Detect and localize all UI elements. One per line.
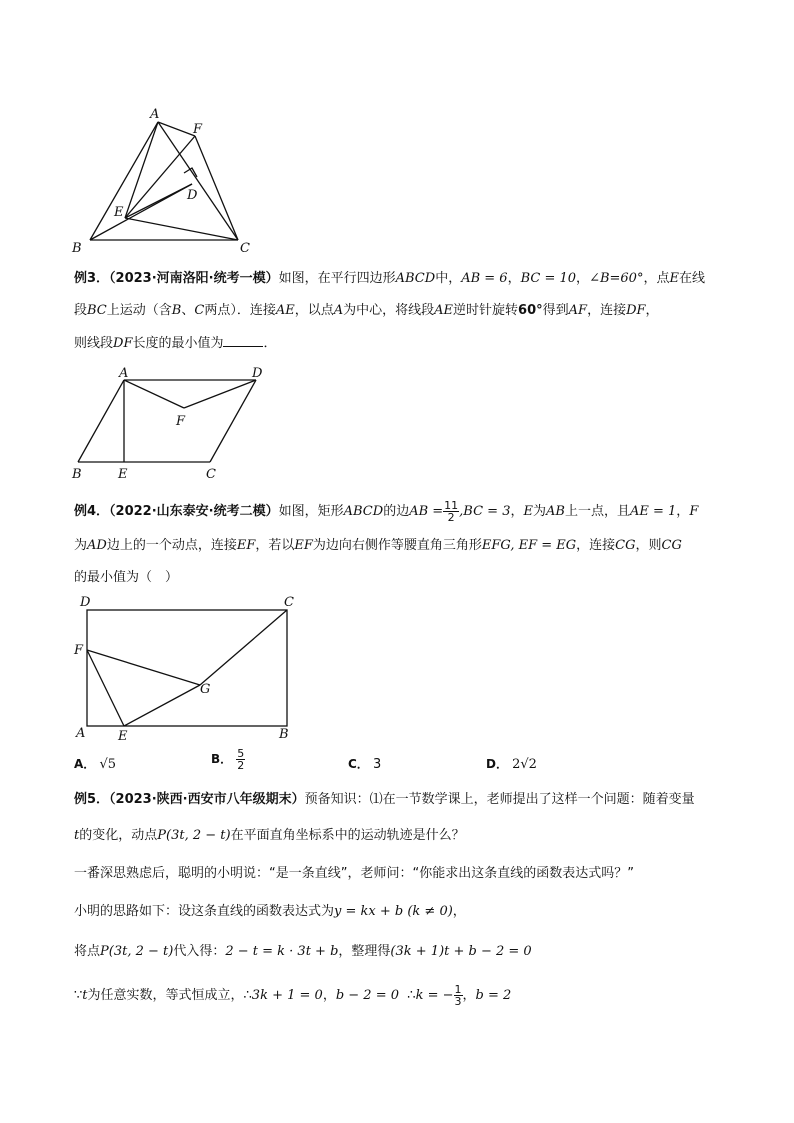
example-3-line-2: 段BC上运动（含B、C两点）．连接AE，以点A为中心，将线段AE逆时针旋转60°得到AF，连接DF，	[74, 303, 659, 318]
segment-fe	[125, 136, 195, 218]
example-4-line-2: 为AD边上的一个动点，连接EF，若以EF为边向右侧作等腰直角三角形EFG, EF = EG，连接CG，则CG	[74, 538, 682, 553]
example-source: （2023·河南洛阳·统考一模）	[109, 271, 279, 286]
example-5-line-6: ∵t为任意实数，等式恒成立，∴3k + 1 = 0，b − 2 = 0 ∴k = − $\frac{1}{3}$ ，b = 2	[74, 983, 512, 1008]
label-f: F	[193, 122, 203, 137]
segment-ec	[125, 218, 238, 240]
option-d[interactable]: D． 2√2	[486, 757, 537, 772]
segment-eg	[124, 685, 200, 726]
segment-af	[158, 122, 195, 136]
example-5-line-4: 小明的思路如下：设这条直线的函数表达式为y = kx + b (k ≠ 0)，	[74, 904, 466, 919]
fraction-5-2: $\frac{5}{2}$	[237, 747, 245, 772]
figure-parallelogram	[60, 358, 310, 488]
example-3-line-1: 例3．（2023·河南洛阳·统考一模）如图，在平行四边形ABCD中，AB = 6，BC = 10，∠B=60°，点E在线	[74, 271, 705, 286]
label-c: C	[206, 467, 216, 482]
segment-fg	[87, 650, 200, 685]
label-d: D	[80, 595, 91, 610]
label-f: F	[176, 414, 186, 429]
answer-blank	[223, 334, 263, 347]
label-b: B	[279, 727, 289, 742]
segment-fe	[87, 650, 124, 726]
example-label: 例3．	[74, 271, 110, 286]
segment-ab	[78, 380, 124, 462]
example-source: （2023·陕西·西安市八年级期末）	[109, 792, 305, 807]
label-d: D	[252, 366, 263, 381]
segment-gc	[200, 610, 287, 685]
option-a[interactable]: A． √5	[74, 757, 116, 772]
option-b[interactable]: B． $\frac{5}{2}$	[211, 747, 245, 772]
label-e: E	[118, 467, 128, 482]
label-g: G	[200, 682, 211, 697]
label-a: A	[119, 366, 129, 381]
label-f: F	[74, 643, 84, 658]
example-3-line-3: 则线段DF长度的最小值为 ．	[74, 336, 277, 351]
segment-fc	[195, 136, 238, 240]
segment-ac	[158, 122, 238, 240]
segment-fd	[184, 380, 256, 408]
example-5-line-2: t的变化，动点P(3t, 2 − t)在平面直角坐标系中的运动轨迹是什么？	[74, 828, 465, 843]
rectangle-abcd	[87, 610, 287, 726]
segment-bd	[90, 184, 192, 240]
option-c[interactable]: C． 3	[348, 757, 382, 772]
label-c: C	[240, 241, 250, 256]
example-label: 例4．	[74, 504, 110, 519]
label-d: D	[187, 188, 198, 203]
example-5-line-5: 将点P(3t, 2 − t)代入得：2 − t = k · 3t + b，整理得(3k + 1)t + b − 2 = 0	[74, 944, 532, 959]
segment-dc	[210, 380, 256, 462]
example-4-line-3: 的最小值为（ ）	[74, 570, 179, 585]
label-c: C	[284, 595, 294, 610]
example-label: 例5．	[74, 792, 110, 807]
figure-rectangle	[66, 592, 306, 742]
label-a: A	[150, 107, 160, 122]
example-5-line-1: 例5．（2023·陕西·西安市八年级期末）预备知识：⑴在一节数学课上，老师提出了这样一个问题：随着变量	[74, 792, 695, 807]
example-4-line-1: 例4．（2022·山东泰安·统考二模）如图，矩形ABCD的边AB = $\frac{11}{2}$ ,BC = 3，E为AB上一点，且AE = 1，F	[74, 499, 699, 524]
label-e: E	[118, 729, 128, 742]
label-b: B	[72, 241, 82, 256]
segment-af	[124, 380, 184, 408]
fraction-1-3: $\frac{1}{3}$	[454, 983, 462, 1008]
label-b: B	[72, 467, 82, 482]
example-5-line-3: 一番深思熟虑后，聪明的小明说：“是一条直线”，老师问：“你能求出这条直线的函数表达式吗？”	[74, 866, 634, 881]
label-e: E	[114, 205, 124, 220]
label-a: A	[76, 726, 86, 741]
example-source: （2022·山东泰安·统考二模）	[109, 504, 279, 519]
figure-triangle-abc	[60, 100, 270, 260]
fraction-11-2: $\frac{11}{2}$	[444, 499, 459, 524]
